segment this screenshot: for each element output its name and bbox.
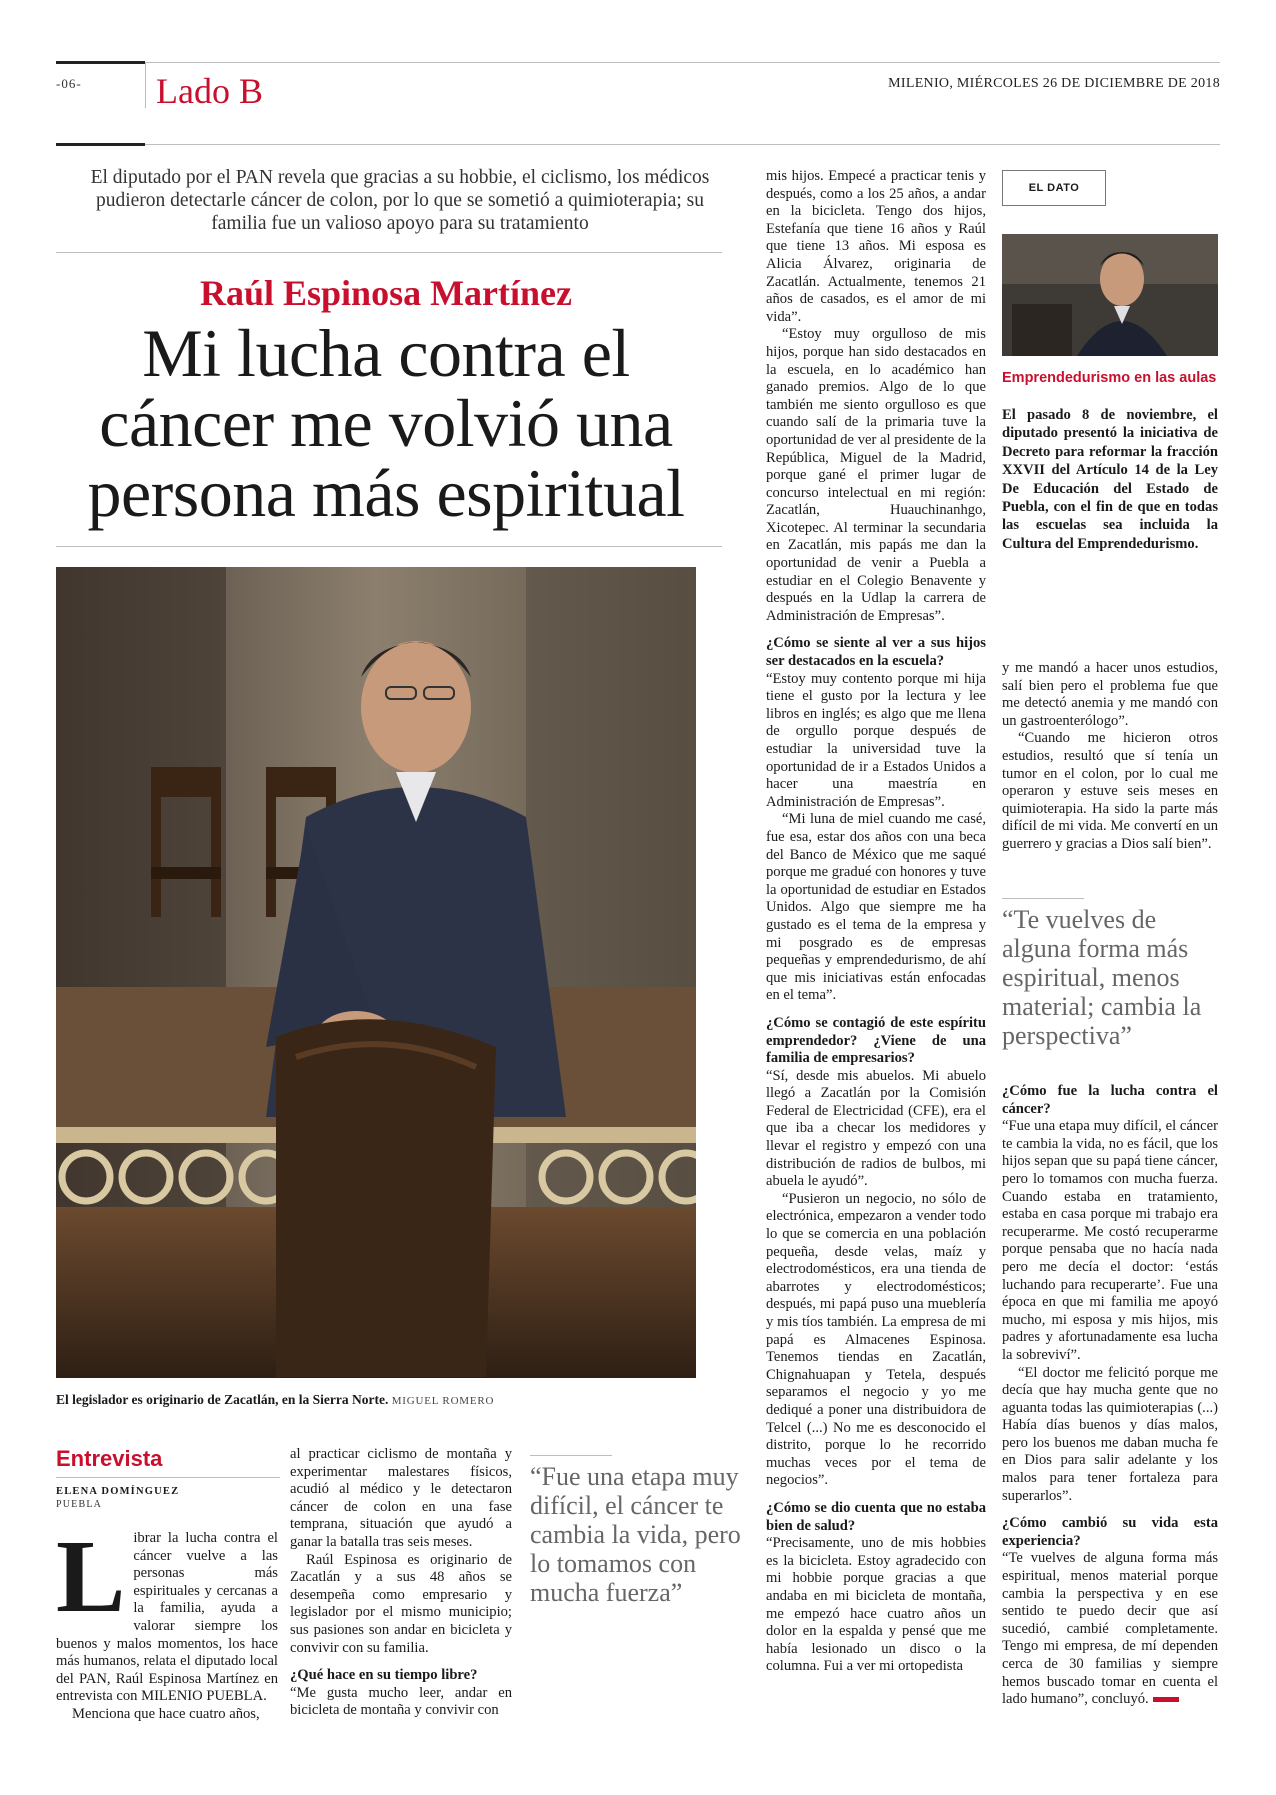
main-photo [56,567,696,1378]
section-divider [145,62,146,108]
paragraph: “Estoy muy orgulloso de mis hijos, porque han sido destacados en la escuela, en lo académico han ganado premios. Algo de lo que también me siento orgulloso es que cuando salí de la primaria tuve la oportunidad de ver al presidente de la República, Miguel de la Madrid, porque gané el primer lugar de concurso intelectual en mi región: Zacatlán, Huauchinanhgo, Xicotepec. Al terminar la secundaria en Zacatlán, mis papás me dan la oportunidad de venir a Puebla a estudiar en el Colegio Benavente y después en la Udlap la carrera de Administración de Empresas”. [766,326,986,624]
body-column-4-continued [1002,1083,1218,1709]
end-mark [1153,1697,1179,1702]
pullquote-rule [1002,898,1084,899]
header-top-rule [145,62,1220,63]
section-label: Entrevista [56,1446,163,1471]
interview-answer: “El doctor me felicitó porque me decía que hay mucha gente que no aguanta todas las quimioterapias (...) Había días buenos y días malos, pero los buenos me daban mucha fe en Dios para salir adelante y los malos para tener fortaleza para superarlos”. [1002,1364,1218,1504]
interviewee-name: Raúl Espinosa Martínez [199,273,573,313]
lead-paragraph: ibrar la lucha contra el cáncer vuelve a las personas más espirituales y cercanas a la familia, ayuda a valorar siempre los buenos y malos momentos, los hace más humanos, relata el diputado local del PAN, Raúl Espinosa Martínez en entrevista con MILENIO PUEBLA. [56,1530,278,1705]
pull-quote: “Te vuelves de alguna forma más espiritual, menos material; cambia la perspectiva” [1002,905,1202,1050]
pullquote-rule [530,1455,612,1456]
page-number: -06- [56,76,82,91]
paragraph: al practicar ciclismo de montaña y experimentar malestares físicos, acudió al médico y le detectaron cáncer de colon en una fase temprana, situación que ayudó a ganar la batalla tras seis meses. [290,1446,512,1550]
author-city: PUEBLA [56,1499,103,1510]
body-column-2 [290,1446,512,1720]
interview-answer: “Sí, desde mis abuelos. Mi abuelo llegó a Zacatlán por la Comisión Federal de Electricidad (CFE), era el que iba a checar los medidores y llevar el registro y empezó con una distribución de radios de bulbos, mi abuela le ayudó”. [766,1067,986,1190]
interview-question: ¿Cómo cambió su vida esta experiencia? [1002,1515,1218,1549]
paragraph: Raúl Espinosa es originario de Zacatlán y a sus 48 años se desempeña como empresario y legislador por el mismo municipio; sus pasiones son andar en bicicleta y convivir con su familia. [290,1551,512,1656]
header-top-accent [56,61,145,64]
body-column-3 [766,168,986,1676]
body-column-4 [1002,660,1218,854]
headline: Mi lucha contra el cáncer me volvió una persona más espiritual [87,315,685,531]
kicker-rule [56,252,722,253]
header-bottom-accent [56,143,145,146]
interview-question: ¿Cómo se siente al ver a sus hijos ser destacados en la escuela? [766,635,986,670]
pull-quote: “Fue una etapa muy difícil, el cáncer te cambia la vida, pero lo tomamos con mucha fuerza” [530,1462,741,1607]
interview-answer: “Estoy muy contento porque mi hija tiene el gusto por la lectura y lee libros en inglés; es algo que me llena de orgullo porque después de estudiar la universidad tuve la oportunidad de ir a Estados Unidos a hacer una maestría en Administración de Empresas”. [766,670,986,810]
interview-answer: “Pusieron un negocio, no sólo de electrónica, empezaron a vender todo lo que se comercia en una población pequeña, desde velas, maíz y electrodomésticos, era una tienda de abarrotes y electrodomésticos; después, mi papá puso una mueblería y mis tíos también. La empresa de mi papá es Almacenes Espinosa. Tenemos tiendas en Zacatlán, Chignahuapan y Tetela, después separamos el negocio y yo me dediqué a poner una distribuidora de Telcel (...) No me es desconocido el distrito, porque lo he recorrido muchas veces por el tema de negocios”. [766,1190,986,1489]
sidebar-title: Emprendedurismo en las aulas [1002,370,1217,386]
paragraph: mis hijos. Empecé a practicar tenis y después, como a los 25 años, a andar en la bicicleta. Tengo dos hijos, Estefanía que tiene 16 años y Raúl que tiene 13 años. Mi esposa es Alicia Álvarez, originaria de Zacatlán. Actualmente, tenemos 21 años de casados, es el amor de mi vida”. [766,168,986,325]
interview-answer: “Fue una etapa muy difícil, el cáncer te cambia la vida, no es fácil, que los hijos sepan que su papá tiene cáncer, pero lo tomamos con mucha fuerza. Cuando estaba en tratamiento, estaba en casa porque mi trabajo era recuperarme. Me costó recuperarme porque pensaba que no hacía nada pero me decía el doctor: ‘estás luchando para recuperarte’. Fue una época en que mi familia me apoyó mucho, mi esposa y mis hijos, mis padres y afortunadamente esa lucha la sobreviví”. [1002,1118,1218,1363]
interview-question: ¿Cómo se contagió de este espíritu emprendedor? ¿Viene de una familia de empresarios? [766,1014,986,1067]
sidebar-text: El pasado 8 de noviembre, el diputado presentó la iniciativa de Decreto para reformar la fracción XXVII del Artículo 14 de la Ley De Educación del Estado de Puebla, con el fin de que en todas las escuelas sea incluida la Cultura del Emprendedurismo. [1002,407,1218,552]
closing-answer: “Te vuelves de alguna forma más espiritual, menos material porque cambia la perspectiva y en ese sentido te puedo decir que así sucedió, cambié completamente. Tengo mi empresa, de mí dependen cerca de 30 familias y siempre hemos buscado tomar en cuenta el lado humano”, concluyó. [1002,1550,1218,1708]
article-kicker: El diputado por el PAN revela que gracias a su hobbie, el ciclismo, los médicos pudieron detectarle cáncer de colon, por lo que se sometió a quimioterapia; su familia fue un valioso apoyo para su tratamiento [90,167,710,234]
drop-cap: L [56,1519,126,1634]
interview-answer: “Mi luna de miel cuando me casé, fue esa, estar dos años con una beca del Banco de México que me saqué porque me gradué con honores y tuve la oportunidad de estudiar en Estados Unidos. Algo que siempre me ha gustado es el tema de la empresa y mi posgrado es de empresas pequeñas y emprendedurismo, de ahí que mis iniciativas están enfocadas en el tema”. [766,811,986,1004]
section-title: Lado B [156,71,263,111]
paragraph: y me mandó a hacer unos estudios, salí bien pero el problema fue que me detectó anemia y me mandó con un gastroenterólogo”. [1002,660,1218,729]
interview-answer: “Precisamente, uno de mis hobbies es la bicicleta. Estoy agradecido con mi hobbie porque gracias a que andaba en mi bicicleta de montaña, me empezó hace cuatro años un dolor en la espalda y pensé que me había lesionado un disco o la columna. Fui a ver mi ortopedista [766,1535,986,1675]
paragraph: “Cuando me hicieron otros estudios, resultó que sí tenía un tumor en el colon, por lo cual me operaron y estuve seis meses en quimioterapia. Ha sido la parte más difícil de mi vida. Me convertí en un guerrero y gracias a Dios salí bien”. [1002,730,1218,852]
headline-rule [56,546,722,547]
header-bottom-rule [145,144,1220,145]
body-column-1 [56,1519,278,1724]
interview-question: ¿Cómo se dio cuenta que no estaba bien de salud? [766,1499,986,1534]
interview-question: ¿Cómo fue la lucha contra el cáncer? [1002,1083,1218,1117]
interview-answer: “Me gusta mucho leer, andar en bicicleta de montaña y convivir con [290,1684,512,1719]
caption-text: El legislador es originario de Zacatlán, en la Sierra Norte. [56,1392,389,1407]
author-name: ELENA DOMÍNGUEZ [56,1486,180,1497]
byline-rule [56,1477,280,1478]
sidebar-photo [1002,234,1218,356]
photo-caption [56,1392,696,1408]
el-dato-label: EL DATO [1002,170,1106,206]
interview-question: ¿Qué hace en su tiempo libre? [290,1667,478,1684]
interview-answer [1002,1550,1218,1708]
dateline: MILENIO, MIÉRCOLES 26 DE DICIEMBRE DE 2018 [888,76,1220,91]
paragraph: Menciona que hace cuatro años, [72,1705,260,1722]
photo-credit: MIGUEL ROMERO [391,1395,495,1407]
